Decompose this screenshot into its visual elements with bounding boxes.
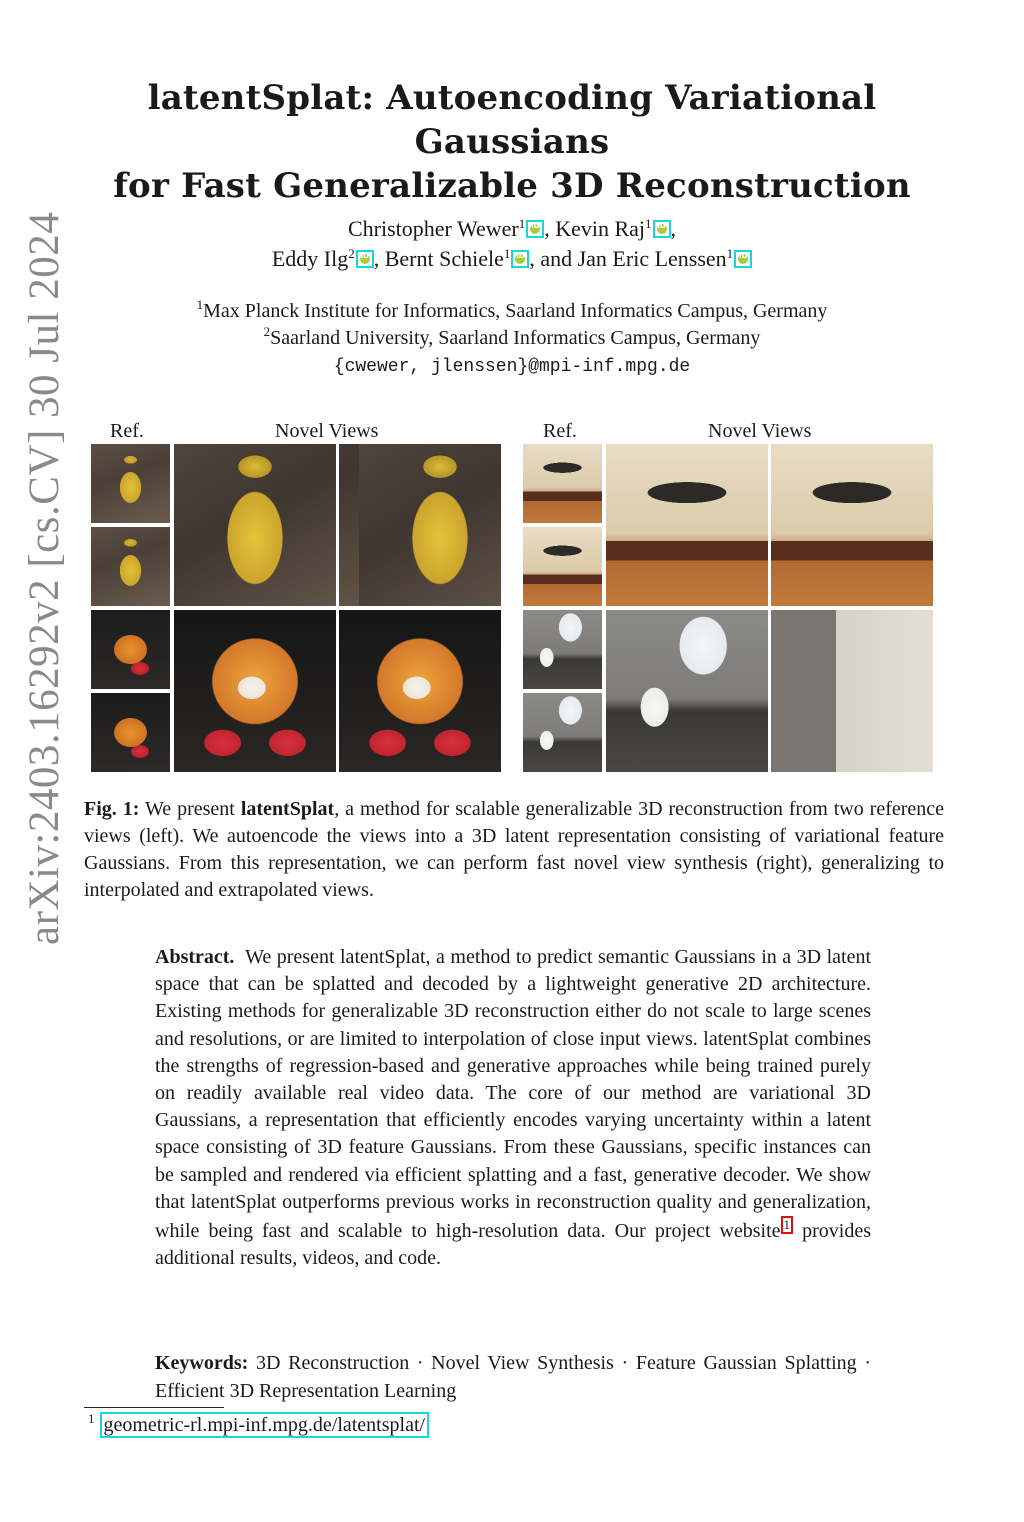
affiliation-2: $^2$Saarland University, Saarland Informatics Campus, Germany	[263, 324, 761, 349]
hydrant-novel-view-2	[339, 444, 501, 606]
author-affil-mark: 1	[726, 246, 734, 261]
fig-left-ref-label: Ref.	[110, 420, 144, 442]
orcid-icon[interactable]	[511, 250, 529, 268]
author-name: Jan Eric Lenssen	[577, 246, 727, 271]
bathroom-novel-view-1	[606, 610, 768, 772]
teddy-ref-image-2	[91, 693, 170, 772]
arxiv-stamp: arXiv:2403.16292v2 [cs.CV] 30 Jul 2024	[21, 211, 68, 945]
bathroom-ref-image-1	[523, 610, 602, 689]
footnote-ref-link[interactable]: 1	[781, 1216, 794, 1234]
orcid-icon[interactable]	[653, 220, 671, 238]
title-line-1: latentSplat: Autoencoding Variational Gaussians	[147, 78, 877, 162]
fig-right-novel-label: Novel Views	[708, 420, 812, 442]
author-affil-mark: 2	[348, 246, 355, 261]
affiliation-1: $^1$Max Planck Institute for Informatics, Saarland Informatics Campus, Germany	[196, 297, 828, 322]
footnote-rule	[84, 1407, 224, 1408]
orcid-icon[interactable]	[734, 250, 752, 268]
author-affil-mark: 1	[645, 216, 652, 231]
title-line-2: for Fast Generalizable 3D Reconstruction	[113, 166, 911, 206]
figure-caption: Fig. 1: We present latentSplat, a method for scalable generalizable 3D reconstruction from two reference views (left). We autoencode the views into a 3D latent representation consisting of variational feature Gaussians. From this representation, we can perform fast novel view synthesis (right), generalizing to interpolated and extrapolated views.	[84, 798, 945, 901]
abstract-label: Abstract.	[155, 946, 235, 968]
hydrant-ref-image-1	[91, 444, 170, 523]
author-name: Christopher Wewer	[347, 216, 519, 241]
hydrant-ref-image-2	[91, 527, 170, 606]
project-website-link[interactable]: geometric-rl.mpi-inf.mpg.de/latentsplat/	[100, 1412, 430, 1438]
livingroom-novel-view-2	[771, 444, 933, 606]
keywords-text: 3D Reconstruction · Novel View Synthesis · Feature Gaussian Splatting · Efficient 3D Representation Learning	[155, 1352, 872, 1402]
livingroom-ref-image-2	[523, 527, 602, 606]
abstract-text: We present latentSplat, a method to predict semantic Gaussians in a 3D latent space that can be splatted and decoded by a lightweight generative 2D architecture. Existing methods for generalizable 3D reconstruction either do not scale to large scenes and resolutions, or are limited to interpolation of close input views. latentSplat combines the strengths of regression-based and generative approaches while being trained purely on readily available real video data. The core of our method are variational 3D Gaussians, a representation that efficiently encodes varying uncertainty within a latent space consisting of 3D feature Gaussians. From these Gaussians, specific instances can be sampled and rendered via efficient splatting and a fast, generative decoder. We show that latentSplat outperforms previous works in reconstruction quality and generalization, while being fast and scalable to high-resolution data. Our project website	[155, 946, 872, 1243]
authors-line-2: Eddy Ilg$^2$ iD , Bernt Schiele$^1$ iD , and Jan Eric Lenssen$^1$ iD	[60, 246, 964, 272]
author-affil-mark: 1	[503, 246, 511, 261]
hydrant-novel-view-1	[174, 444, 336, 606]
authors-line-1: Christopher Wewer$^1$ iD , Kevin Raj$^1$ iD ,	[60, 216, 964, 242]
teddy-ref-image-1	[91, 610, 170, 689]
author-affil-mark: 1	[518, 216, 526, 231]
abstract: Abstract. We present latentSplat, a method to predict semantic Gaussians in a 3D latent space that can be splatted and decoded by a lightweight generative 2D architecture. Existing methods for generalizable 3D reconstruction either do not scale to large scenes and resolutions, or are limited to interpolation of close input views. latentSplat combines the strengths of regression-based and generative approaches while being trained purely on readily available real video data. The core of our method are variational 3D Gaussians, a representation that efficiently encodes varying uncertainty within a latent space consisting of 3D feature Gaussians. From these Gaussians, specific instances can be sampled and rendered via efficient splatting and a fast, generative decoder. We show that latentSplat outperforms previous works in reconstruction quality and generalization, while being fast and scalable to high-resolution data. Our project website 1 provides additional results, videos, and code.	[155, 946, 872, 1270]
bathroom-ref-image-2	[523, 693, 602, 772]
livingroom-novel-view-1	[606, 444, 768, 606]
teddy-novel-view-2	[339, 610, 501, 772]
teddy-novel-view-1	[174, 610, 336, 772]
footnote-number: 1	[88, 1411, 95, 1426]
fig-right-ref-label: Ref.	[543, 420, 577, 442]
orcid-icon[interactable]	[526, 220, 544, 238]
fig-left-novel-label: Novel Views	[275, 420, 379, 442]
orcid-icon[interactable]	[356, 250, 374, 268]
paper-title	[60, 76, 964, 208]
keywords-label: Keywords:	[155, 1352, 249, 1374]
contact-email: {cwewer, jlenssen}@mpi-inf.mpg.de	[333, 357, 691, 377]
author-name: Bernt Schiele	[384, 246, 504, 271]
livingroom-ref-image-1	[523, 444, 602, 523]
author-name: Eddy Ilg	[271, 246, 349, 271]
caption-label: Fig. 1:	[84, 798, 140, 820]
author-name: Kevin Raj	[555, 216, 646, 241]
caption-method-name: latentSplat	[240, 798, 335, 820]
keywords	[155, 1350, 871, 1405]
bathroom-novel-view-2	[771, 610, 933, 772]
footnote	[88, 1411, 429, 1437]
